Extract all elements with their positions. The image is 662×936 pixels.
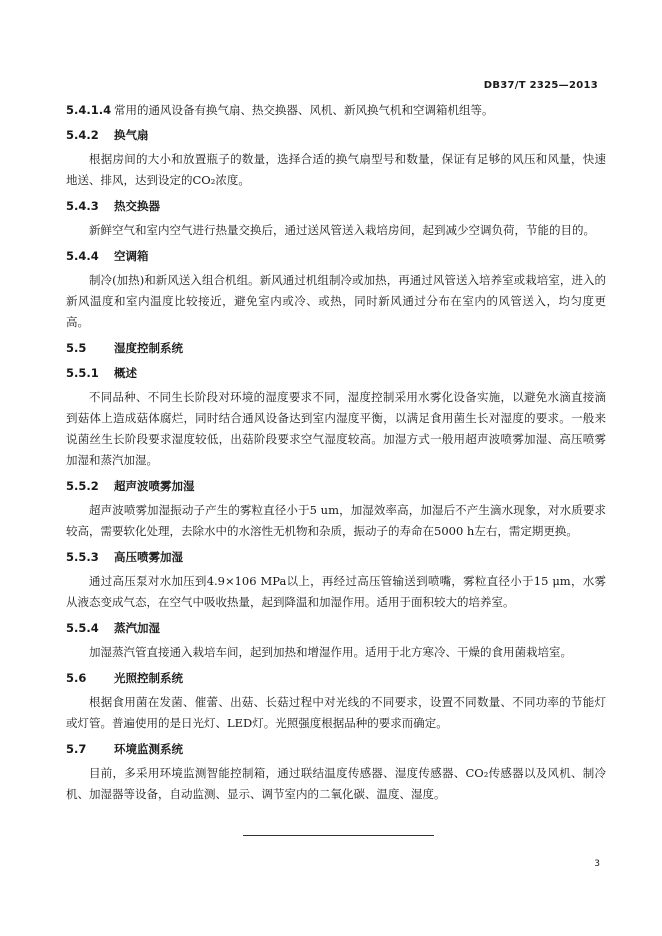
heading-number: 5.7 <box>66 742 87 756</box>
paragraph-high-pressure: 通过高压泵对水加压到4.9×106 MPa以上，再经过高压管输送到喷嘴，雾粒直径小于15 μm，水雾从液态变成气态，在空气中吸收热量，起到降温和加湿作用。适用于面积较大的培养室。 <box>66 574 606 609</box>
heading-5-5-1 <box>66 363 606 383</box>
clause-text: 常用的通风设备有换气扇、热交换器、风机、新风换气机和空调箱机组等。 <box>114 103 494 117</box>
heading-title: 换气扇 <box>114 128 149 142</box>
document-code: DB37/T 2325—2013 <box>483 80 598 91</box>
heading-5-7 <box>66 739 606 759</box>
heading-number: 5.5 <box>66 341 87 355</box>
paragraph-air-handler: 制冷(加热)和新风送入组合机组。新风通过机组制冷或加热，再通过风管送入培养室或栽培室，进入的新风温度和室内温度比较接近，避免室内或冷、或热，同时新风通过分布在室内的风管送入，均匀度更高。 <box>66 273 606 329</box>
heading-5-6 <box>66 668 606 688</box>
heading-title: 湿度控制系统 <box>114 341 183 355</box>
heading-number: 5.4.2 <box>66 128 99 142</box>
paragraph-steam: 加湿蒸汽管直接通入栽培车间，起到加热和增湿作用。适用于北方寒冷、干燥的食用菌栽培室。 <box>89 645 572 659</box>
heading-title: 概述 <box>114 366 137 380</box>
heading-number: 5.6 <box>66 671 87 685</box>
heading-title: 高压喷雾加湿 <box>114 550 183 564</box>
heading-5-5-2 <box>66 476 606 496</box>
heading-5-4-3 <box>66 196 606 216</box>
paragraph-monitoring: 目前，多采用环境监测智能控制箱，通过联结温度传感器、湿度传感器、CO₂传感器以及风机、制冷机、加湿器等设备，自动监测、显示、调节室内的二氧化碳、温度、湿度。 <box>66 766 606 801</box>
clause-number: 5.4.1.4 <box>66 103 112 117</box>
heading-5-4-2 <box>66 125 606 145</box>
paragraph-heat-exchanger: 新鲜空气和室内空气进行热量交换后，通过送风管送入栽培房间，起到减少空调负荷，节能的目的。 <box>89 223 595 237</box>
heading-title: 环境监测系统 <box>114 742 183 756</box>
heading-5-4-4 <box>66 246 606 266</box>
heading-number: 5.4.3 <box>66 199 99 213</box>
heading-5-5-4 <box>66 618 606 638</box>
paragraph-humidity-overview: 不同品种、不同生长阶段对环境的湿度要求不同，湿度控制采用水雾化设备实施，以避免水滴直接滴到菇体上造成菇体腐烂，同时结合通风设备达到室内湿度平衡，以满足食用菌生长对湿度的要求。一般来说菌丝生长阶段要求湿度较低，出菇阶段要求空气湿度较高。加湿方式一般用超声波喷雾加湿、高压喷雾加湿和蒸汽加湿。 <box>66 390 606 467</box>
heading-number: 5.5.2 <box>66 479 99 493</box>
heading-title: 蒸汽加湿 <box>114 621 160 635</box>
heading-title: 空调箱 <box>114 249 149 263</box>
heading-title: 热交换器 <box>114 199 160 213</box>
heading-5-5-3 <box>66 547 606 567</box>
paragraph-ultrasonic: 超声波喷雾加湿振动子产生的雾粒直径小于5 um，加湿效率高，加湿后不产生滴水现象，对水质要求较高，需要软化处理，去除水中的水溶性无机物和杂质，振动子的寿命在5000 h左右，需定期更换。 <box>66 503 606 538</box>
footer-divider <box>243 835 434 836</box>
clause-5-4-1-4 <box>66 100 606 120</box>
page-number: 3 <box>594 859 600 869</box>
heading-number: 5.5.3 <box>66 550 99 564</box>
heading-title: 超声波喷雾加湿 <box>114 479 195 493</box>
document-body <box>66 100 606 805</box>
heading-title: 光照控制系统 <box>114 671 183 685</box>
paragraph-lighting: 根据食用菌在发菌、催蕾、出菇、长菇过程中对光线的不同要求，设置不同数量、不同功率的节能灯或灯管。普遍使用的是日光灯、LED灯。光照强度根据品种的要求而确定。 <box>66 695 606 730</box>
heading-number: 5.5.1 <box>66 366 99 380</box>
heading-5-5 <box>66 338 606 358</box>
paragraph-ventilation-fan: 根据房间的大小和放置瓶子的数量，选择合适的换气扇型号和数量，保证有足够的风压和风量，快速地送、排风，达到设定的CO₂浓度。 <box>66 152 606 187</box>
heading-number: 5.4.4 <box>66 249 99 263</box>
heading-number: 5.5.4 <box>66 621 99 635</box>
